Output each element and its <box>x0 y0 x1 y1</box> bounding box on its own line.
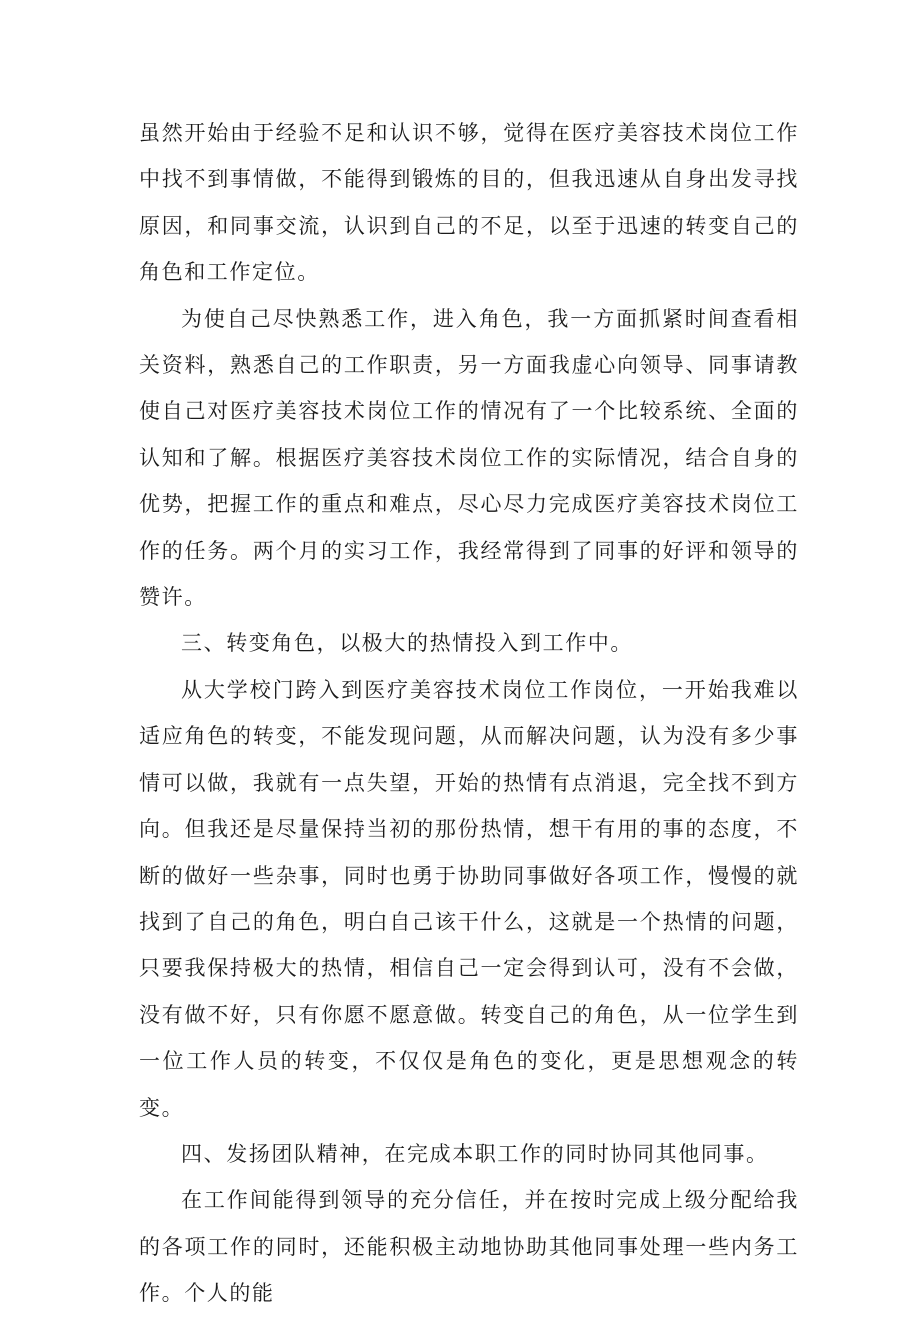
paragraph-role-change: 从大学校门跨入到医疗美容技术岗位工作岗位，一开始我难以适应角色的转变，不能发现问题，从而解决问题，认为没有多少事情可以做，我就有一点失望，开始的热情有点消退，完全找不到方向。但我还是尽量保持当初的那份热情，想干有用的事的态度，不断的做好一些杂事，同时也勇于协助同事做好各项工作，慢慢的就找到了自己的角色，明白自己该干什么，这就是一个热情的问题，只要我保持极大的热情，相信自己一定会得到认可，没有不会做，没有做不好，只有你愿不愿意做。转变自己的角色，从一位学生到一位工作人员的转变，不仅仅是角色的变化，更是思想观念的转变。 <box>139 677 799 1120</box>
document-body <box>139 110 799 1317</box>
paragraph-teamwork: 在工作间能得到领导的充分信任，并在按时完成上级分配给我的各项工作的同时，还能积极主动地协助其他同事处理一些内务工作。个人的能 <box>139 1188 799 1306</box>
paragraph-familiarize: 为使自己尽快熟悉工作，进入角色，我一方面抓紧时间查看相关资料，熟悉自己的工作职责，另一方面我虚心向领导、同事请教使自己对医疗美容技术岗位工作的情况有了一个比较系统、全面的认知和了解。根据医疗美容技术岗位工作的实际情况，结合自身的优势，把握工作的重点和难点，尽心尽力完成医疗美容技术岗位工作的任务。两个月的实习工作，我经常得到了同事的好评和领导的赞许。 <box>139 306 799 610</box>
section-heading-4: 四、发扬团队精神，在完成本职工作的同时协同其他同事。 <box>181 1141 769 1166</box>
paragraph-continuation: 虽然开始由于经验不足和认识不够，觉得在医疗美容技术岗位工作中找不到事情做，不能得到锻炼的目的，但我迅速从自身出发寻找原因，和同事交流，认识到自己的不足，以至于迅速的转变自己的角色和工作定位。 <box>139 121 799 285</box>
section-heading-3: 三、转变角色，以极大的热情投入到工作中。 <box>181 631 633 656</box>
